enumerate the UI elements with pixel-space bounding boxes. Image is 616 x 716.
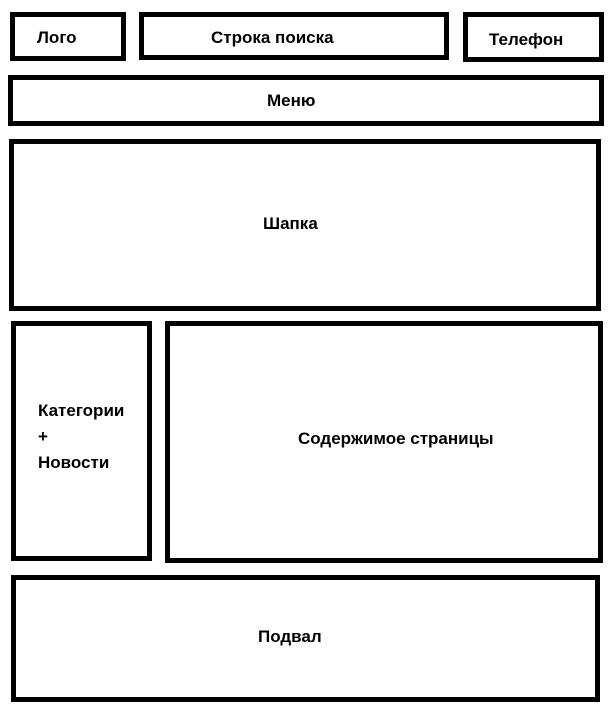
menu-label: Меню xyxy=(267,91,316,110)
content-label: Содержимое страницы xyxy=(298,429,494,448)
search-bar-label: Строка поиска xyxy=(211,28,334,47)
sidebar-label-line2: + xyxy=(38,427,48,446)
footer-label: Подвал xyxy=(258,627,322,646)
header-label: Шапка xyxy=(263,214,318,233)
logo-label: Лого xyxy=(37,28,77,47)
phone-label: Телефон xyxy=(489,30,564,49)
sidebar-label xyxy=(38,398,124,476)
sidebar-label-line3: Новости xyxy=(38,453,110,472)
sidebar-label-line1: Категории xyxy=(38,401,125,420)
